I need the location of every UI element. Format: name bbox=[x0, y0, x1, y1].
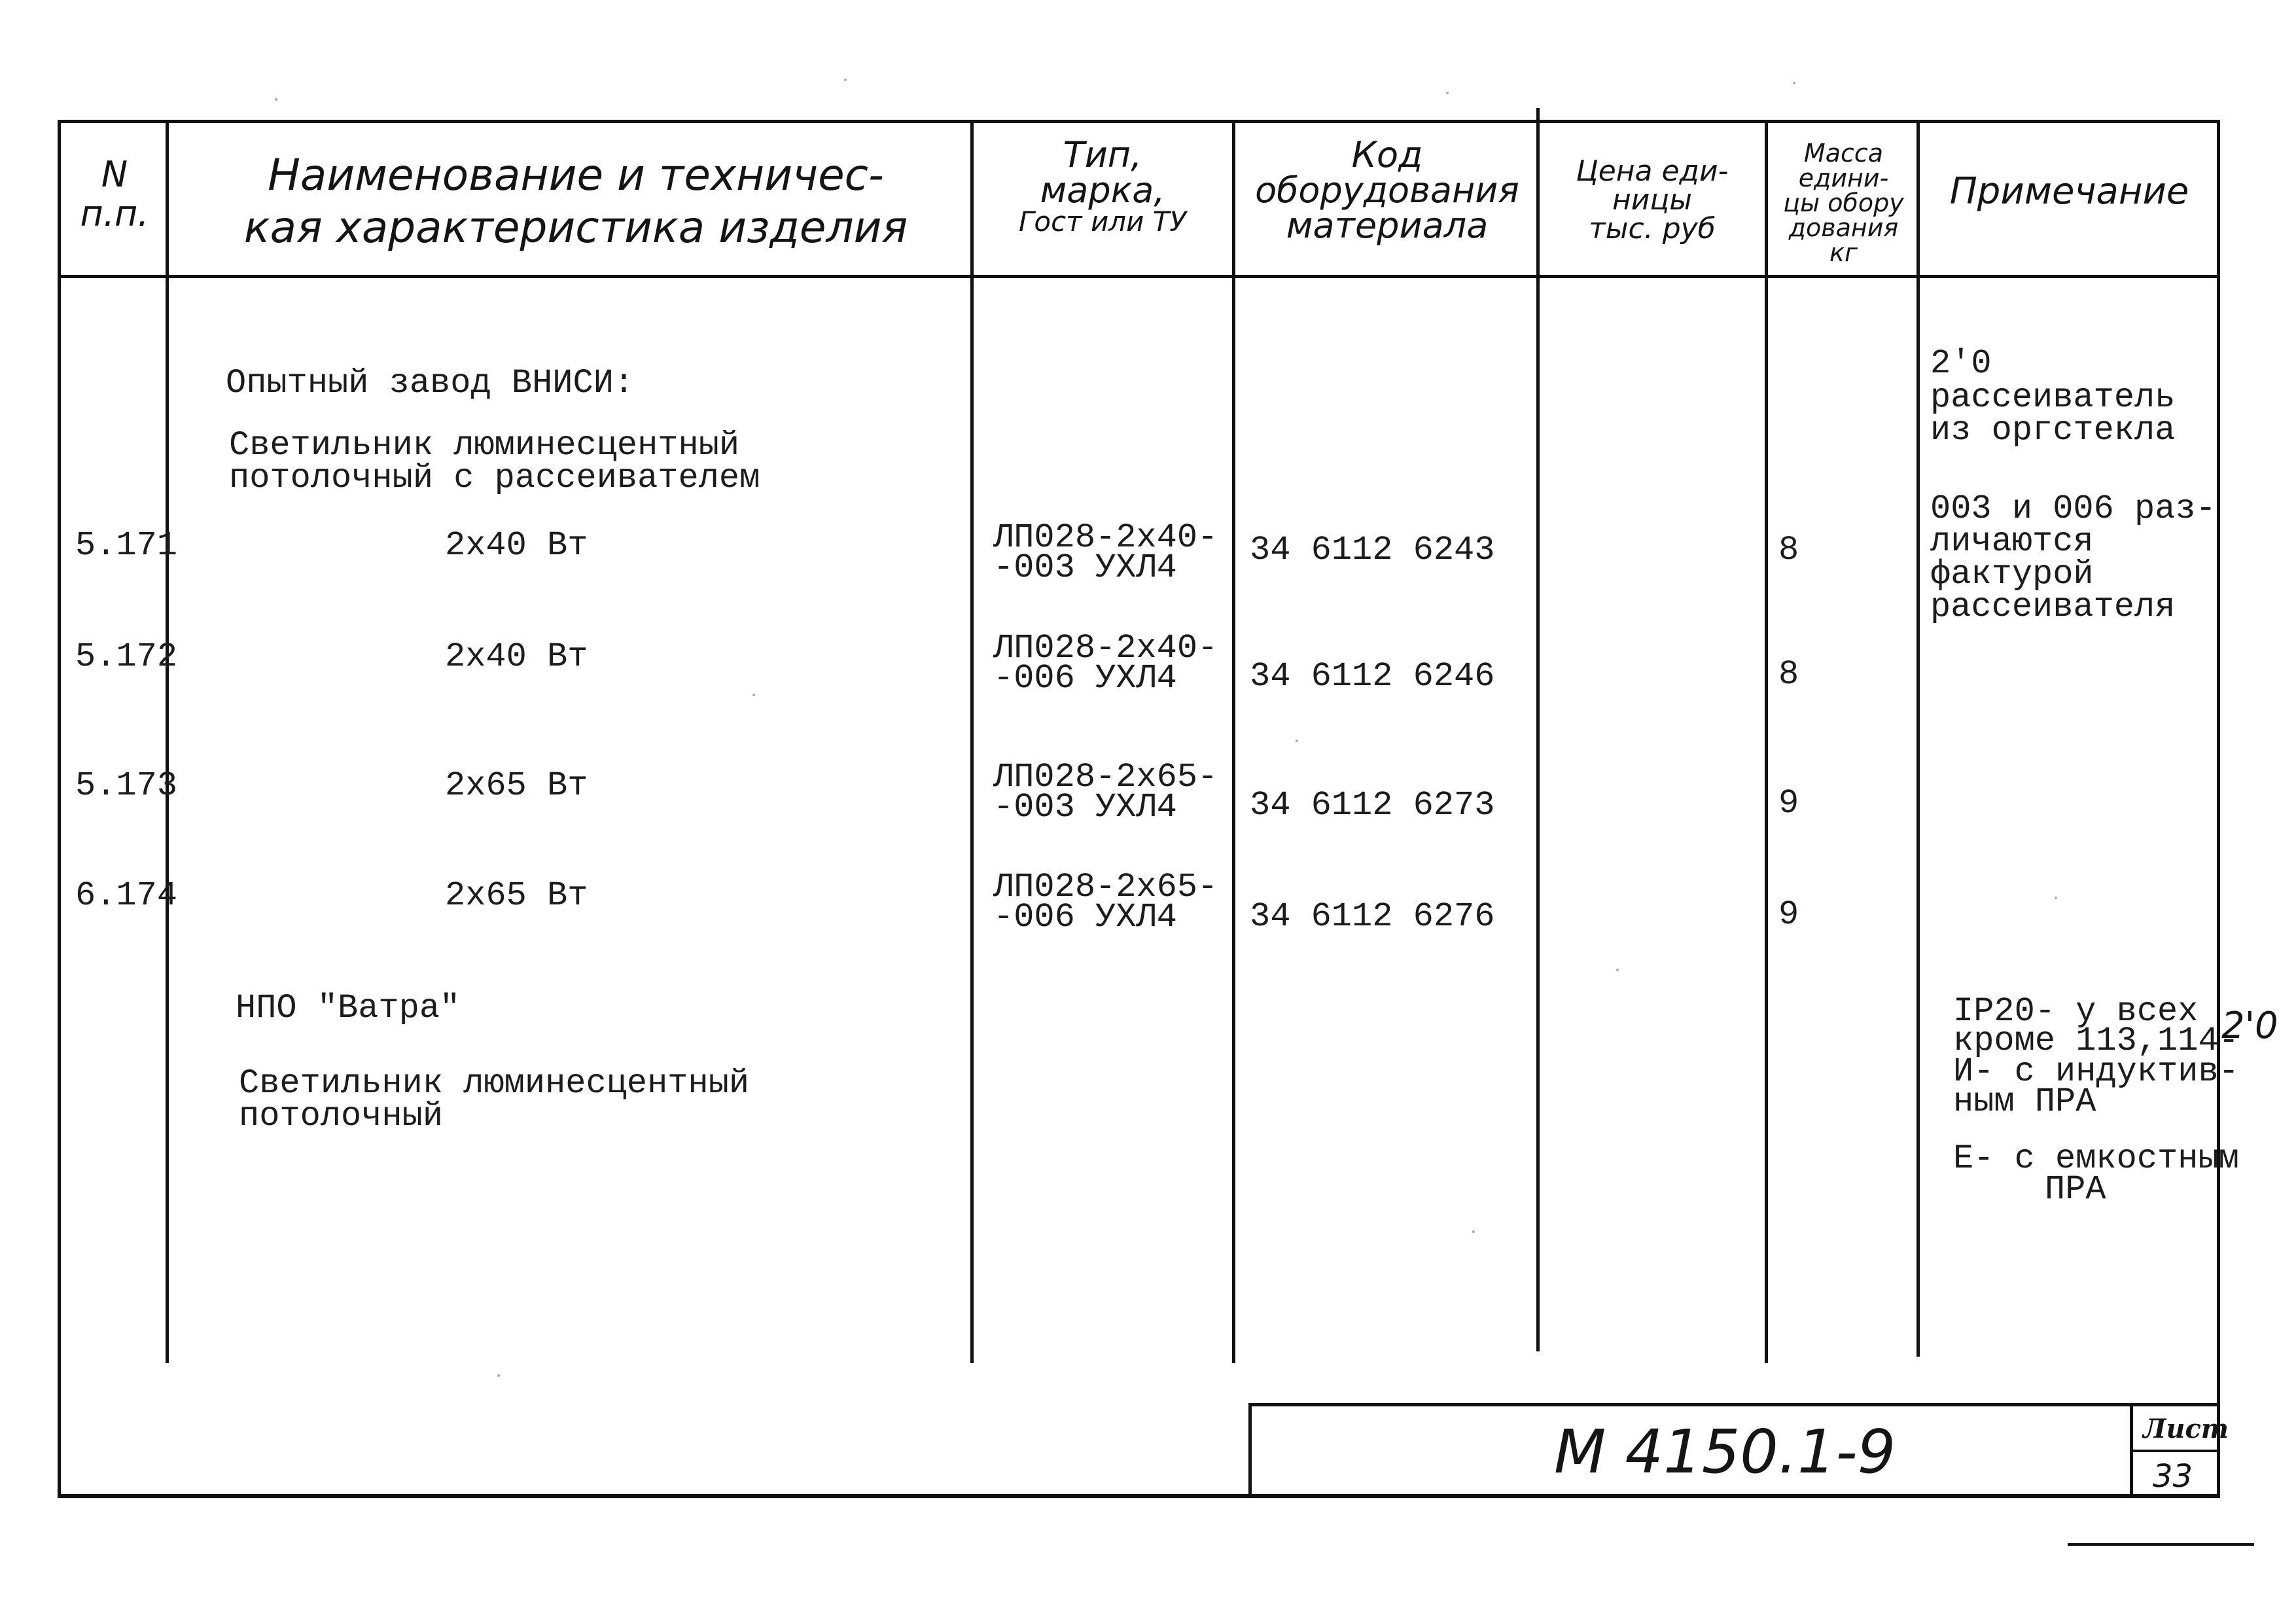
row-type-line2: -003 УХЛ4 bbox=[993, 548, 1177, 587]
col-divider-6 bbox=[1916, 123, 1920, 1357]
header-code: Код оборудования материала bbox=[1255, 134, 1519, 246]
title-block-left bbox=[1248, 1403, 1252, 1498]
title-block-top bbox=[1248, 1403, 2220, 1406]
group2-title: НПО "Ватра" bbox=[236, 989, 461, 1027]
underline-mark bbox=[2068, 1543, 2254, 1546]
note-line: фактурой bbox=[1930, 555, 2094, 594]
sheet-number: 33 bbox=[2153, 1458, 2193, 1495]
scan-speck bbox=[1472, 1230, 1475, 1233]
row-mass: 9 bbox=[1778, 895, 1799, 934]
header-divider bbox=[58, 275, 2220, 278]
col-divider-5 bbox=[1765, 123, 1768, 1363]
document-code: М 4150.1-9 bbox=[1554, 1417, 1896, 1487]
note-3-margin: 2'0 bbox=[2221, 1005, 2278, 1047]
row-num: 5.172 bbox=[75, 637, 178, 676]
row-mass: 9 bbox=[1778, 784, 1799, 823]
scan-speck bbox=[1616, 969, 1619, 971]
scan-speck bbox=[1793, 82, 1795, 84]
group1-title: Опытный завод ВНИСИ: bbox=[226, 364, 635, 402]
header-name: Наименование и техничес- кая характеристика изделия bbox=[243, 150, 908, 253]
row-num: 6.174 bbox=[75, 876, 178, 915]
note-line: И- с индуктив- bbox=[1953, 1052, 2239, 1091]
header-type: Тип, марка, Гост или ТУ bbox=[1018, 134, 1187, 238]
note-line: 2'0 bbox=[1930, 344, 1992, 383]
row-name: 2х65 Вт bbox=[445, 876, 588, 915]
note-line: личаются bbox=[1930, 522, 2094, 561]
scan-speck bbox=[275, 98, 277, 101]
row-type-line1: ЛП028-2х40- bbox=[993, 629, 1218, 668]
row-mass: 8 bbox=[1778, 531, 1799, 569]
col-divider-2 bbox=[970, 123, 974, 1363]
row-num: 5.173 bbox=[75, 766, 178, 805]
sheet-cell-divider bbox=[2130, 1450, 2220, 1452]
row-code: 34 6112 6276 bbox=[1250, 897, 1495, 936]
scan-speck bbox=[1446, 92, 1449, 94]
group1-item-line1: Светильник люминесцентный bbox=[229, 426, 740, 465]
row-code: 34 6112 6246 bbox=[1250, 657, 1495, 696]
note-line: из оргстекла bbox=[1930, 411, 2176, 450]
row-type-line1: ЛП028-2х40- bbox=[993, 518, 1218, 557]
group1-item-line2: потолочный с рассеивателем bbox=[229, 459, 760, 497]
note-line: Е- с емкостным bbox=[1953, 1139, 2239, 1178]
group2-item-line2: потолочный bbox=[239, 1097, 444, 1135]
note-line: 003 и 006 раз- bbox=[1930, 490, 2216, 528]
row-type-line2: -006 УХЛ4 bbox=[993, 659, 1177, 698]
note-line: рассеивателя bbox=[1930, 588, 2176, 626]
row-type-line1: ЛП028-2х65- bbox=[993, 868, 1218, 906]
header-num: N п.п. bbox=[80, 154, 149, 234]
scan-speck bbox=[844, 79, 847, 81]
row-type-line2: -006 УХЛ4 bbox=[993, 898, 1177, 936]
note-line: IP20- у всех bbox=[1953, 992, 2199, 1031]
group2-item-line1: Светильник люминесцентный bbox=[239, 1064, 750, 1103]
header-price: Цена еди- ницы тыс. руб bbox=[1576, 154, 1729, 245]
scan-speck bbox=[497, 1374, 500, 1377]
header-note: Примечание bbox=[1949, 170, 2189, 213]
row-code: 34 6112 6273 bbox=[1250, 786, 1495, 825]
row-name: 2х40 Вт bbox=[445, 526, 588, 565]
row-type-line1: ЛП028-2х65- bbox=[993, 758, 1218, 796]
row-code: 34 6112 6243 bbox=[1250, 531, 1495, 569]
sheet-label: Лист bbox=[2143, 1414, 2229, 1444]
row-num: 5.171 bbox=[75, 526, 178, 565]
note-line: кроме 113,114- bbox=[1953, 1022, 2239, 1060]
header-mass: Масса едини- цы обору дования кг bbox=[1783, 139, 1904, 267]
row-name: 2х40 Вт bbox=[445, 637, 588, 676]
scan-speck bbox=[2055, 897, 2057, 899]
col-divider-1 bbox=[166, 123, 169, 1363]
note-line: ным ПРА bbox=[1953, 1082, 2096, 1121]
note-line: рассеиватель bbox=[1930, 378, 2176, 417]
note-line: ПРА bbox=[2045, 1170, 2106, 1209]
row-name: 2х65 Вт bbox=[445, 766, 588, 805]
row-type-line2: -003 УХЛ4 bbox=[993, 788, 1177, 827]
col-divider-3 bbox=[1232, 123, 1235, 1363]
scan-speck bbox=[1296, 740, 1298, 742]
scan-speck bbox=[752, 694, 755, 696]
col-divider-4 bbox=[1536, 108, 1540, 1351]
row-mass: 8 bbox=[1778, 655, 1799, 694]
